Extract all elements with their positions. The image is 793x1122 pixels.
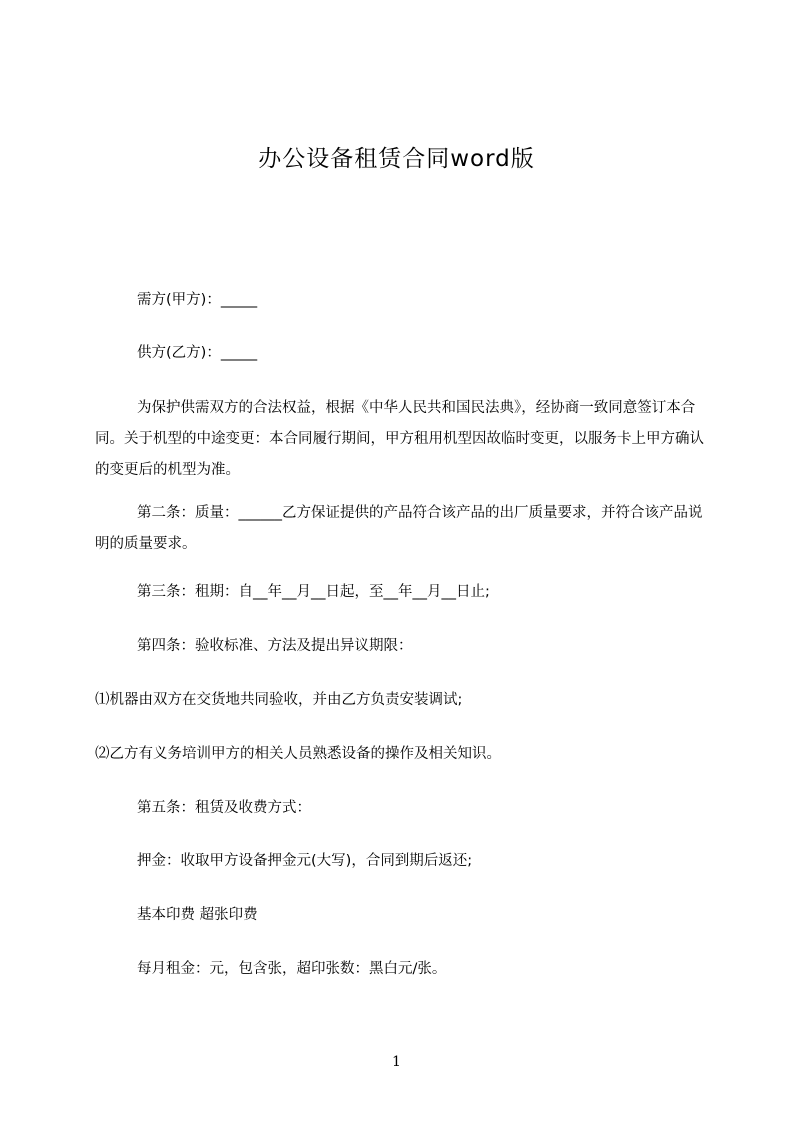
intro-paragraph: 为保护供需双方的合法权益，根据《中华人民共和国民法典》，经协商一致同意签订本合同。关于机型的中途变更：本合同履行期间，甲方租用机型因故临时变更，以服务卡上甲方确认的变更后的机型为准。 (95, 400, 704, 478)
party-a-line: 需方(甲方)：_____ (137, 292, 258, 308)
article-3-term: 第三条：租期：自__年__月__日起，至__年__月__日止; (137, 584, 490, 600)
monthly-rent-line: 每月租金：元，包含张，超印张数：黑白元/张。 (137, 961, 447, 977)
document-title: 办公设备租赁合同word版 (258, 146, 535, 172)
party-b-line: 供方(乙方)：_____ (137, 345, 258, 361)
page-number: 1 (392, 1054, 401, 1070)
article-4-acceptance: 第四条：验收标准、方法及提出异议期限： (137, 638, 413, 654)
article-2-quality: 第二条：质量：______乙方保证提供的产品符合该产品的出厂质量要求，并符合该产品说明的质量要求。 (95, 505, 703, 552)
article-4-item-2: ⑵乙方有义务培训甲方的相关人员熟悉设备的操作及相关知识。 (95, 746, 501, 762)
article-4-item-1: ⑴机器由双方在交货地共同验收，并由乙方负责安装调试; (95, 692, 463, 708)
article-5-payment: 第五条：租赁及收费方式： (137, 800, 311, 816)
fees-line: 基本印费 超张印费 (137, 907, 258, 923)
deposit-line: 押金：收取甲方设备押金元(大写)，合同到期后返还; (137, 853, 473, 869)
